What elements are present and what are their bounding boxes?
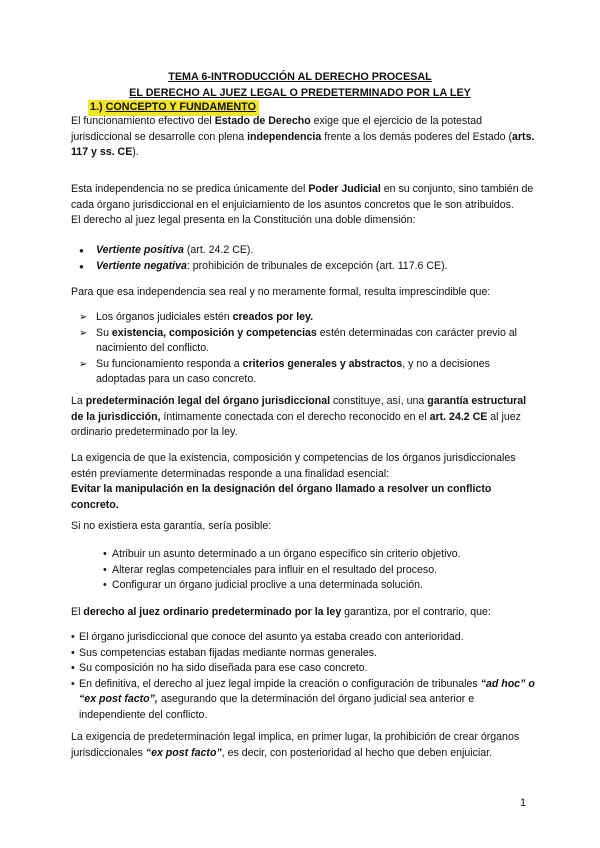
guarantees-list	[71, 630, 536, 723]
list-item: • Su composición no ha sido diseñada para ese caso concreto.	[71, 661, 536, 677]
text: frente a los demás poderes del Estado (	[321, 130, 513, 143]
bold-text: Estado de Derecho	[214, 115, 311, 127]
bold-text: “ad hoc” o “ex post facto”,	[79, 677, 535, 705]
text: (art. 24.2 CE).	[183, 244, 254, 256]
text: La	[71, 395, 86, 407]
list-item	[71, 243, 536, 259]
bold-text: independencia	[247, 130, 322, 143]
text: En definitiva, el derecho al juez legal impide la creación o configuración de tribunales	[79, 677, 481, 690]
text: , y no a decisiones adoptadas para un caso concreto.	[96, 357, 490, 385]
section-title: CONCEPTO Y FUNDAMENTO	[105, 101, 256, 113]
bold-text: garantía estructural de la jurisdicción,	[71, 395, 527, 423]
text: íntimamente conectada con el derecho reconocido en el	[160, 410, 430, 423]
dimensions-list	[71, 243, 536, 274]
paragraph-estado-derecho	[71, 114, 536, 161]
bold-text: arts. 117 y ss. CE	[71, 130, 535, 158]
text: El	[71, 606, 84, 618]
text: exige que el ejercicio de la potestad jurisdiccional se desarrolle con plena	[71, 115, 483, 143]
list-item	[71, 326, 536, 357]
text: ).	[132, 146, 139, 158]
list-item	[71, 357, 536, 388]
text: : prohibición de tribunales de excepción (art. 117.6 CE).	[186, 259, 448, 272]
list-item: • Alterar reglas competenciales para influir en el resultado del proceso.	[101, 563, 531, 579]
text: asegurando que la determinación del órgano judicial sea anterior e independiente del conflicto.	[79, 693, 475, 721]
page-number: 1	[520, 797, 527, 809]
text: , es decir, con posterioridad al hecho que deben enjuiciar.	[221, 746, 493, 759]
text: en su conjunto, sino también de cada órgano jurisdiccional en el enjuiciamiento de los asuntos concretos que le son atribuidos.	[71, 183, 534, 211]
list-item	[71, 310, 536, 326]
bold-text: “ex post facto”	[145, 746, 222, 759]
text: Su funcionamiento responda a	[96, 357, 243, 370]
bold-text: Vertiente negativa	[96, 259, 187, 272]
paragraph-ex-post-facto	[71, 730, 536, 761]
text: garantiza, por el contrario, que:	[341, 606, 491, 618]
bold-text: derecho al juez ordinario predeterminado por la ley	[83, 606, 342, 618]
requirements-list	[71, 310, 536, 388]
text: El funcionamiento efectivo del	[71, 115, 215, 127]
list-item	[71, 259, 536, 275]
text: estén determinadas con carácter previo al nacimiento del conflicto.	[96, 326, 518, 354]
bold-text: art. 24.2 CE	[429, 410, 488, 423]
bold-text: existencia, composición y competencias	[111, 326, 317, 339]
list-item: • Sus competencias estaban fijadas mediante normas generales.	[71, 646, 536, 662]
paragraph-garantiza	[71, 605, 536, 621]
paragraph-requisitos-intro: Para que esa independencia sea real y no meramente formal, resulta imprescindible que:	[71, 286, 491, 298]
document-subtitle: EL DERECHO AL JUEZ LEGAL O PREDETERMINADO POR LA LEY	[129, 87, 471, 99]
text: La exigencia de predeterminación legal implica, en primer lugar, la prohibición de crear órganos jurisdiccionales	[71, 731, 520, 759]
text: al juez ordinario predeterminado por la ley.	[71, 410, 521, 438]
list-item: • Atribuir un asunto determinado a un órgano específico sin criterio objetivo.	[101, 547, 531, 563]
bold-text: Evitar la manipulación en la designación del órgano llamado a resolver un conflicto concreto.	[71, 483, 492, 511]
paragraph-predeterminacion	[71, 394, 536, 441]
text: constituye, así, una	[330, 395, 428, 407]
list-item	[71, 677, 536, 724]
paragraph-sin-garantia: Si no existiera esta garantía, sería posible:	[71, 520, 272, 532]
paragraph-independencia	[71, 182, 536, 229]
bold-text: criterios generales y abstractos	[242, 357, 403, 370]
risks-list	[101, 547, 531, 594]
text: Los órganos judiciales estén	[96, 311, 233, 323]
paragraph-finalidad	[71, 451, 536, 513]
section-number: 1.)	[90, 101, 103, 113]
bold-text: predeterminación legal del órgano jurisdiccional	[85, 395, 331, 407]
text: Esta independencia no se predica únicamente del	[71, 183, 309, 195]
text: Su	[96, 326, 112, 339]
list-item: • Configurar un órgano judicial proclive a una determinada solución.	[101, 578, 531, 594]
bold-text: Vertiente positiva	[96, 244, 184, 256]
document-title: TEMA 6-INTRODUCCIÓN AL DERECHO PROCESAL	[168, 71, 432, 83]
text: El derecho al juez legal presenta en la Constitución una doble dimensión:	[71, 214, 416, 226]
bold-text: creados por ley.	[232, 311, 314, 323]
text: La exigencia de que la existencia, composición y competencias de los órganos jurisdiccionales estén previamente determinadas responde a una finalidad esencial:	[71, 452, 516, 480]
list-item: • El órgano jurisdiccional que conoce del asunto ya estaba creado con anterioridad.	[71, 630, 536, 646]
bold-text: Poder Judicial	[308, 183, 381, 195]
